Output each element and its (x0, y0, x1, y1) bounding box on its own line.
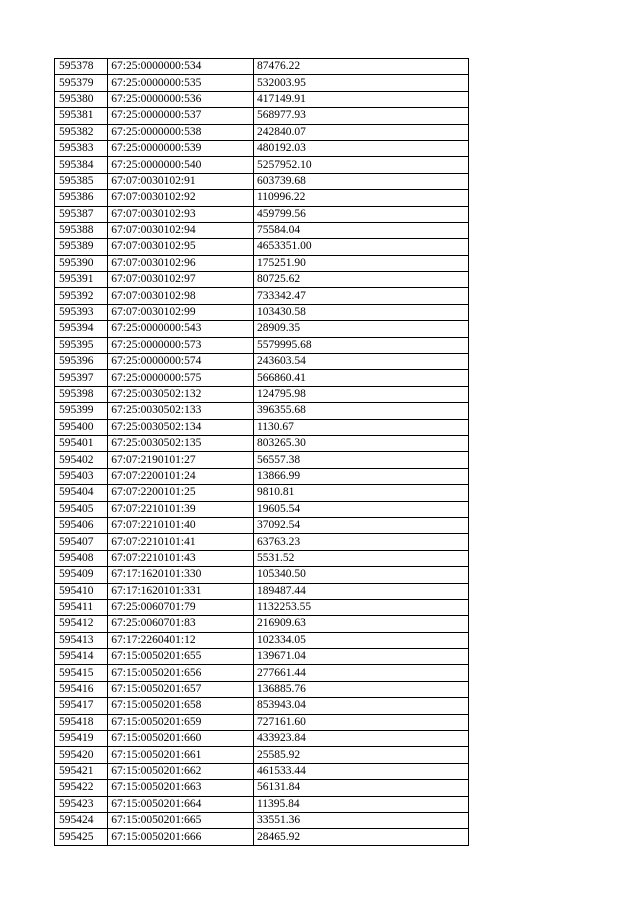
amount-cell: 853943.04 (253, 698, 468, 714)
amount-cell: 56557.38 (253, 452, 468, 468)
row-number-cell: 595424 (55, 812, 108, 828)
amount-cell: 175251.90 (253, 255, 468, 271)
cadastral-number-cell: 67:15:0050201:655 (108, 649, 254, 665)
table-row (55, 386, 469, 402)
cadastral-number-cell: 67:17:1620101:331 (108, 583, 254, 599)
table-row (55, 599, 469, 615)
row-number-cell: 595389 (55, 239, 108, 255)
table-row (55, 665, 469, 681)
amount-cell: 480192.03 (253, 140, 468, 156)
amount-cell: 87476.22 (253, 59, 468, 75)
cadastral-number-cell: 67:17:2260401:12 (108, 632, 254, 648)
amount-cell: 103430.58 (253, 304, 468, 320)
amount-cell: 13866.99 (253, 468, 468, 484)
row-number-cell: 595413 (55, 632, 108, 648)
row-number-cell: 595422 (55, 780, 108, 796)
table-row (55, 829, 469, 845)
row-number-cell: 595423 (55, 796, 108, 812)
amount-cell: 9810.81 (253, 485, 468, 501)
row-number-cell: 595398 (55, 386, 108, 402)
amount-cell: 124795.98 (253, 386, 468, 402)
cadastral-number-cell: 67:25:0000000:539 (108, 140, 254, 156)
cadastral-number-cell: 67:07:0030102:98 (108, 288, 254, 304)
amount-cell: 25585.92 (253, 747, 468, 763)
amount-cell: 56131.84 (253, 780, 468, 796)
amount-cell: 277661.44 (253, 665, 468, 681)
amount-cell: 28465.92 (253, 829, 468, 845)
amount-cell: 63763.23 (253, 534, 468, 550)
table-row (55, 763, 469, 779)
table-row (55, 649, 469, 665)
amount-cell: 5257952.10 (253, 157, 468, 173)
row-number-cell: 595403 (55, 468, 108, 484)
cadastral-number-cell: 67:17:1620101:330 (108, 567, 254, 583)
data-table (54, 58, 469, 846)
amount-cell: 461533.44 (253, 763, 468, 779)
amount-cell: 568977.93 (253, 108, 468, 124)
cadastral-number-cell: 67:07:2200101:25 (108, 485, 254, 501)
cadastral-number-cell: 67:07:0030102:91 (108, 173, 254, 189)
table-row (55, 550, 469, 566)
table-row (55, 435, 469, 451)
amount-cell: 5531.52 (253, 550, 468, 566)
row-number-cell: 595418 (55, 714, 108, 730)
row-number-cell: 595412 (55, 616, 108, 632)
amount-cell: 803265.30 (253, 435, 468, 451)
cadastral-number-cell: 67:07:2210101:41 (108, 534, 254, 550)
table-row (55, 173, 469, 189)
row-number-cell: 595410 (55, 583, 108, 599)
row-number-cell: 595395 (55, 337, 108, 353)
cadastral-number-cell: 67:25:0000000:543 (108, 321, 254, 337)
table-row (55, 124, 469, 140)
table-row (55, 812, 469, 828)
row-number-cell: 595391 (55, 272, 108, 288)
cadastral-number-cell: 67:25:0030502:133 (108, 403, 254, 419)
cadastral-number-cell: 67:25:0000000:575 (108, 370, 254, 386)
row-number-cell: 595399 (55, 403, 108, 419)
cadastral-number-cell: 67:07:0030102:95 (108, 239, 254, 255)
row-number-cell: 595414 (55, 649, 108, 665)
amount-cell: 733342.47 (253, 288, 468, 304)
amount-cell: 216909.63 (253, 616, 468, 632)
cadastral-number-cell: 67:07:0030102:94 (108, 222, 254, 238)
table-row (55, 485, 469, 501)
cadastral-number-cell: 67:15:0050201:658 (108, 698, 254, 714)
amount-cell: 532003.95 (253, 75, 468, 91)
cadastral-number-cell: 67:25:0030502:132 (108, 386, 254, 402)
table-row (55, 632, 469, 648)
row-number-cell: 595407 (55, 534, 108, 550)
table-row (55, 140, 469, 156)
cadastral-number-cell: 67:25:0000000:534 (108, 59, 254, 75)
amount-cell: 102334.05 (253, 632, 468, 648)
table-row (55, 206, 469, 222)
table-row (55, 304, 469, 320)
row-number-cell: 595390 (55, 255, 108, 271)
table-row (55, 534, 469, 550)
cadastral-number-cell: 67:15:0050201:659 (108, 714, 254, 730)
row-number-cell: 595387 (55, 206, 108, 222)
cadastral-number-cell: 67:25:0000000:573 (108, 337, 254, 353)
amount-cell: 603739.68 (253, 173, 468, 189)
amount-cell: 105340.50 (253, 567, 468, 583)
cadastral-number-cell: 67:07:0030102:96 (108, 255, 254, 271)
row-number-cell: 595388 (55, 222, 108, 238)
table-row (55, 419, 469, 435)
cadastral-number-cell: 67:15:0050201:662 (108, 763, 254, 779)
amount-cell: 80725.62 (253, 272, 468, 288)
cadastral-number-cell: 67:25:0000000:536 (108, 91, 254, 107)
amount-cell: 396355.68 (253, 403, 468, 419)
row-number-cell: 595425 (55, 829, 108, 845)
amount-cell: 727161.60 (253, 714, 468, 730)
cadastral-number-cell: 67:07:2200101:24 (108, 468, 254, 484)
table-body (55, 59, 469, 846)
table-row (55, 75, 469, 91)
cadastral-number-cell: 67:07:2210101:39 (108, 501, 254, 517)
row-number-cell: 595383 (55, 140, 108, 156)
table-row (55, 517, 469, 533)
cadastral-number-cell: 67:15:0050201:660 (108, 731, 254, 747)
table-row (55, 59, 469, 75)
table-row (55, 222, 469, 238)
row-number-cell: 595384 (55, 157, 108, 173)
amount-cell: 33551.36 (253, 812, 468, 828)
cadastral-number-cell: 67:07:2190101:27 (108, 452, 254, 468)
row-number-cell: 595379 (55, 75, 108, 91)
amount-cell: 4653351.00 (253, 239, 468, 255)
cadastral-number-cell: 67:15:0050201:661 (108, 747, 254, 763)
table-row (55, 714, 469, 730)
row-number-cell: 595397 (55, 370, 108, 386)
table-row (55, 452, 469, 468)
cadastral-number-cell: 67:25:0000000:537 (108, 108, 254, 124)
amount-cell: 243603.54 (253, 354, 468, 370)
cadastral-number-cell: 67:07:0030102:93 (108, 206, 254, 222)
cadastral-number-cell: 67:07:0030102:97 (108, 272, 254, 288)
amount-cell: 417149.91 (253, 91, 468, 107)
table-row (55, 403, 469, 419)
row-number-cell: 595393 (55, 304, 108, 320)
table-row (55, 272, 469, 288)
amount-cell: 11395.84 (253, 796, 468, 812)
row-number-cell: 595419 (55, 731, 108, 747)
row-number-cell: 595420 (55, 747, 108, 763)
amount-cell: 459799.56 (253, 206, 468, 222)
table-row (55, 108, 469, 124)
table-row (55, 731, 469, 747)
cadastral-number-cell: 67:15:0050201:666 (108, 829, 254, 845)
cadastral-number-cell: 67:25:0060701:79 (108, 599, 254, 615)
amount-cell: 1132253.55 (253, 599, 468, 615)
amount-cell: 242840.07 (253, 124, 468, 140)
table-row (55, 501, 469, 517)
row-number-cell: 595406 (55, 517, 108, 533)
table-row (55, 337, 469, 353)
amount-cell: 139671.04 (253, 649, 468, 665)
table-row (55, 370, 469, 386)
table-row (55, 321, 469, 337)
row-number-cell: 595411 (55, 599, 108, 615)
table-row (55, 288, 469, 304)
amount-cell: 19605.54 (253, 501, 468, 517)
row-number-cell: 595392 (55, 288, 108, 304)
amount-cell: 28909.35 (253, 321, 468, 337)
cadastral-number-cell: 67:07:0030102:99 (108, 304, 254, 320)
table-row (55, 255, 469, 271)
table-row (55, 616, 469, 632)
row-number-cell: 595380 (55, 91, 108, 107)
table-row (55, 796, 469, 812)
amount-cell: 1130.67 (253, 419, 468, 435)
table-row (55, 567, 469, 583)
amount-cell: 75584.04 (253, 222, 468, 238)
row-number-cell: 595402 (55, 452, 108, 468)
table-row (55, 157, 469, 173)
row-number-cell: 595381 (55, 108, 108, 124)
cadastral-number-cell: 67:25:0030502:135 (108, 435, 254, 451)
table-row (55, 698, 469, 714)
cadastral-number-cell: 67:07:2210101:43 (108, 550, 254, 566)
cadastral-number-cell: 67:07:0030102:92 (108, 190, 254, 206)
cadastral-number-cell: 67:15:0050201:656 (108, 665, 254, 681)
table-row (55, 583, 469, 599)
table-row (55, 91, 469, 107)
cadastral-number-cell: 67:07:2210101:40 (108, 517, 254, 533)
amount-cell: 189487.44 (253, 583, 468, 599)
row-number-cell: 595409 (55, 567, 108, 583)
row-number-cell: 595404 (55, 485, 108, 501)
cadastral-number-cell: 67:25:0000000:535 (108, 75, 254, 91)
table-row (55, 239, 469, 255)
row-number-cell: 595396 (55, 354, 108, 370)
row-number-cell: 595386 (55, 190, 108, 206)
cadastral-number-cell: 67:15:0050201:663 (108, 780, 254, 796)
cadastral-number-cell: 67:25:0060701:83 (108, 616, 254, 632)
row-number-cell: 595416 (55, 681, 108, 697)
row-number-cell: 595417 (55, 698, 108, 714)
amount-cell: 433923.84 (253, 731, 468, 747)
row-number-cell: 595408 (55, 550, 108, 566)
row-number-cell: 595400 (55, 419, 108, 435)
table-row (55, 681, 469, 697)
cadastral-number-cell: 67:15:0050201:664 (108, 796, 254, 812)
amount-cell: 566860.41 (253, 370, 468, 386)
table-row (55, 780, 469, 796)
cadastral-number-cell: 67:15:0050201:665 (108, 812, 254, 828)
table-row (55, 747, 469, 763)
row-number-cell: 595378 (55, 59, 108, 75)
table-row (55, 190, 469, 206)
amount-cell: 136885.76 (253, 681, 468, 697)
cadastral-number-cell: 67:25:0000000:574 (108, 354, 254, 370)
cadastral-number-cell: 67:25:0000000:540 (108, 157, 254, 173)
amount-cell: 5579995.68 (253, 337, 468, 353)
row-number-cell: 595385 (55, 173, 108, 189)
row-number-cell: 595401 (55, 435, 108, 451)
table-row (55, 468, 469, 484)
table-row (55, 354, 469, 370)
row-number-cell: 595421 (55, 763, 108, 779)
row-number-cell: 595405 (55, 501, 108, 517)
amount-cell: 37092.54 (253, 517, 468, 533)
amount-cell: 110996.22 (253, 190, 468, 206)
row-number-cell: 595382 (55, 124, 108, 140)
row-number-cell: 595394 (55, 321, 108, 337)
cadastral-number-cell: 67:25:0000000:538 (108, 124, 254, 140)
row-number-cell: 595415 (55, 665, 108, 681)
cadastral-number-cell: 67:15:0050201:657 (108, 681, 254, 697)
cadastral-number-cell: 67:25:0030502:134 (108, 419, 254, 435)
